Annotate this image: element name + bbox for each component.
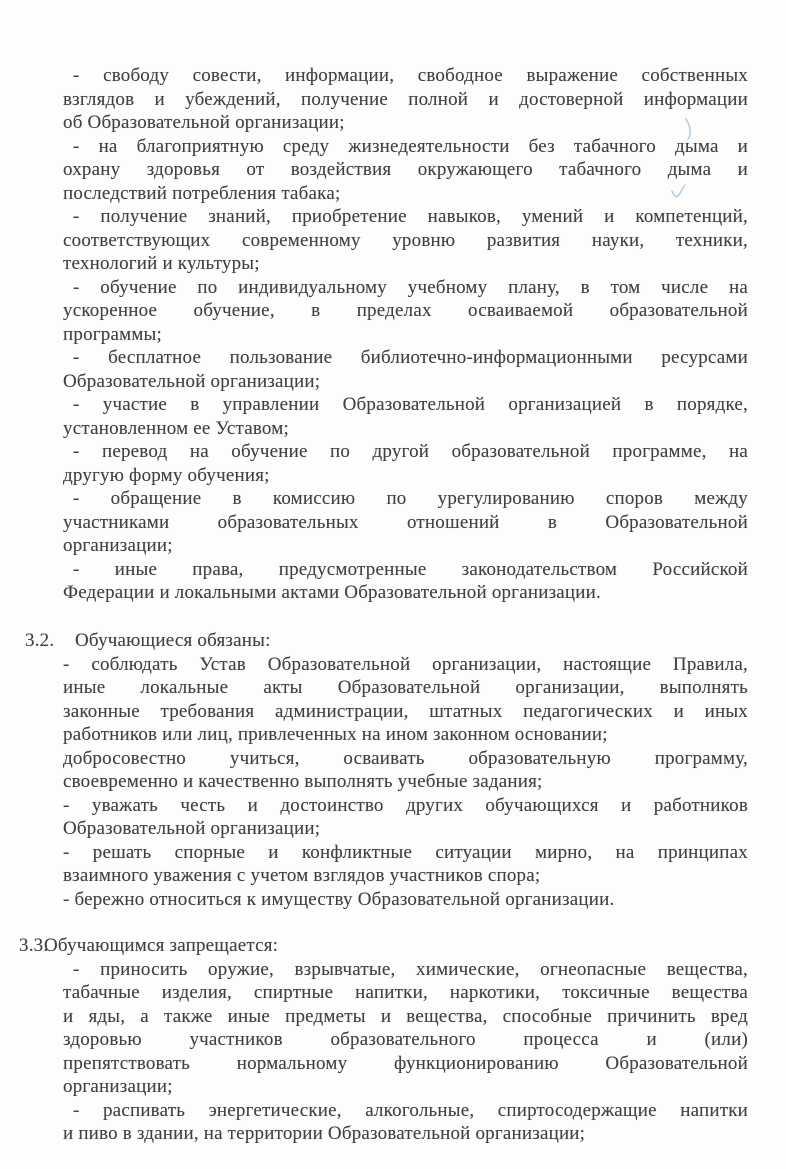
pen-mark-icon xyxy=(683,118,697,140)
text-line: - приносить оружие, взрывчатые, химические, огнеопасные вещества, xyxy=(73,958,748,980)
text-line: участниками образовательных отношений в Образовательной xyxy=(63,511,748,533)
section-3-3-items xyxy=(63,958,748,1146)
list-item xyxy=(63,841,748,888)
text-line: работников или лиц, привлеченных на ином законном основании; xyxy=(63,724,608,745)
section-3-2-heading-row xyxy=(0,629,786,653)
list-item xyxy=(63,135,748,206)
list-item xyxy=(63,205,748,276)
list-item xyxy=(63,64,748,135)
section-3-3 xyxy=(0,934,786,1146)
list-item xyxy=(63,276,748,347)
text-line: своевременно и качественно выполнять учебные задания; xyxy=(63,771,543,792)
text-line: организации; xyxy=(63,1076,173,1097)
text-line: - на благоприятную среду жизнедеятельности без табачного дыма и xyxy=(73,135,748,157)
list-item xyxy=(63,747,748,794)
pen-mark-icon xyxy=(670,183,688,203)
text-line: - соблюдать Устав Образовательной организации, настоящие Правила, xyxy=(63,653,748,675)
text-line: установленном ее Уставом; xyxy=(63,417,289,439)
section-number: 3.3. xyxy=(19,935,49,956)
text-line: соответствующих современному уровню развития науки, техники, xyxy=(63,229,748,251)
section-3-2-items xyxy=(63,653,748,912)
text-line: - решать спорные и конфликтные ситуации мирно, на принципах xyxy=(63,841,748,863)
section-number: 3.2. xyxy=(25,630,55,651)
text-line: Федерации и локальными актами Образовательной организации. xyxy=(63,582,601,603)
text-line: ускоренное обучение, в пределах осваиваемой образовательной xyxy=(63,300,748,321)
text-line: препятствовать нормальному функционированию Образовательной xyxy=(63,1052,748,1074)
text-line: - обращение в комиссию по урегулированию споров между xyxy=(73,488,748,509)
list-item xyxy=(63,794,748,841)
list-item xyxy=(63,393,748,440)
text-line: взаимного уважения с учетом взглядов участников спора; xyxy=(63,865,541,886)
rights-list-section xyxy=(0,64,786,605)
text-line: Образовательной организации; xyxy=(63,370,321,392)
list-item xyxy=(63,958,748,1099)
section-heading: Обучающимся запрещается: xyxy=(44,935,279,956)
text-line: последствий потребления табака; xyxy=(63,182,341,204)
text-line: - бесплатное пользование библиотечно-информационными ресурсами xyxy=(73,347,748,368)
list-item xyxy=(63,346,748,393)
list-item xyxy=(63,440,748,487)
text-line: - свободу совести, информации, свободное выражение собственных xyxy=(73,65,748,86)
text-line: и пиво в здании, на территории Образовательной организации; xyxy=(63,1123,586,1144)
list-item xyxy=(63,653,748,747)
text-line: Образовательной организации; xyxy=(63,818,321,839)
text-line: здоровью участников образовательного процесса и (или) xyxy=(63,1029,748,1050)
section-heading: Обучающиеся обязаны: xyxy=(75,630,271,651)
text-line: - уважать честь и достоинство других обучающихся и работников xyxy=(63,794,748,816)
text-line: - получение знаний, приобретение навыков, умений и компетенций, xyxy=(73,206,748,227)
text-line: программы; xyxy=(63,323,162,345)
text-line: добросовестно учиться, осваивать образовательную программу, xyxy=(63,747,748,769)
text-line: и яды, а также иные предметы и вещества, способные причинить вред xyxy=(63,1005,748,1027)
rights-list-items xyxy=(63,64,748,605)
text-line: технологий и культуры; xyxy=(63,253,260,274)
text-line: иные локальные акты Образовательной организации, выполнять xyxy=(63,677,748,698)
text-line: - бережно относиться к имуществу Образовательной организации. xyxy=(63,888,615,910)
list-item xyxy=(63,558,748,605)
list-item xyxy=(63,1099,748,1146)
text-line: охрану здоровья от воздействия окружающего табачного дыма и xyxy=(63,159,748,180)
text-line: об Образовательной организации; xyxy=(63,112,345,133)
text-line: организации; xyxy=(63,535,173,556)
text-line: табачные изделия, спиртные напитки, наркотики, токсичные вещества xyxy=(63,982,748,1003)
list-item xyxy=(63,888,748,912)
text-line: - иные права, предусмотренные законодательством Российской xyxy=(73,558,748,580)
text-line: другую форму обучения; xyxy=(63,464,270,486)
text-line: - участие в управлении Образовательной организацией в порядке, xyxy=(73,394,748,415)
list-item xyxy=(63,487,748,558)
text-line: взглядов и убеждений, получение полной и достоверной информации xyxy=(63,88,748,110)
text-line: - распивать энергетические, алкогольные, спиртосодержащие напитки xyxy=(73,1099,748,1121)
section-3-2 xyxy=(0,629,786,911)
section-3-3-heading-row xyxy=(0,934,786,958)
text-line: - обучение по индивидуальному учебному плану, в том числе на xyxy=(73,276,748,298)
text-line: законные требования администрации, штатных педагогических и иных xyxy=(63,700,748,722)
text-line: - перевод на обучение по другой образовательной программе, на xyxy=(73,441,748,462)
